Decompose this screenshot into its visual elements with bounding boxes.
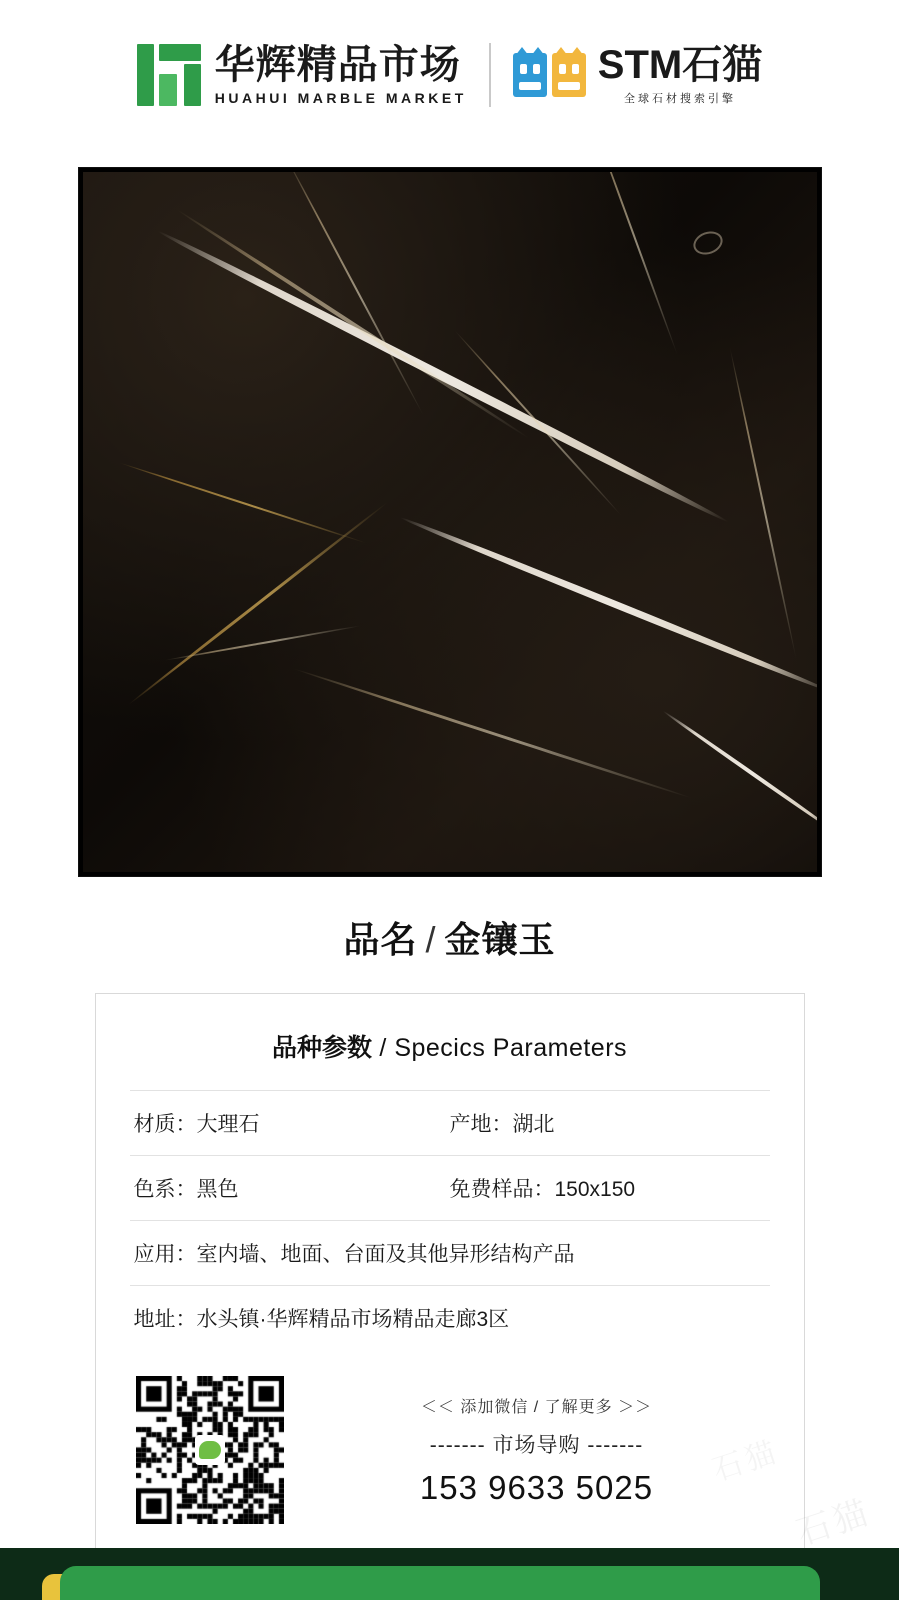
table-row bbox=[130, 1220, 770, 1285]
stm-logo bbox=[513, 42, 763, 106]
spec-heading-en: Specics Parameters bbox=[394, 1034, 628, 1062]
spec-address bbox=[134, 1303, 766, 1333]
spec-application bbox=[134, 1238, 766, 1268]
cat-mascot-icon bbox=[513, 53, 586, 97]
stm-brand-tagline: 全球石材搜索引擎 bbox=[624, 92, 736, 105]
spec-application-value: 室内墙、地面、台面及其他异形结构产品 bbox=[196, 1243, 575, 1266]
table-row bbox=[130, 1155, 770, 1220]
spec-material-label: 材质： bbox=[133, 1113, 197, 1136]
spec-heading-sep: / bbox=[371, 1034, 395, 1062]
logo-divider bbox=[489, 43, 491, 107]
page-title bbox=[0, 912, 899, 963]
spec-card-heading bbox=[130, 1028, 770, 1064]
spec-color bbox=[134, 1173, 450, 1203]
wechat-icon bbox=[195, 1435, 225, 1465]
wechat-qr-code[interactable] bbox=[136, 1376, 284, 1524]
spec-sample bbox=[450, 1173, 766, 1203]
contact-text bbox=[310, 1394, 764, 1507]
product-title-separator: / bbox=[425, 919, 437, 960]
contact-block bbox=[130, 1350, 770, 1530]
product-image bbox=[83, 172, 817, 872]
product-title-name: 金镶玉 bbox=[444, 919, 556, 960]
spec-color-label: 色系： bbox=[133, 1178, 197, 1201]
poster-header bbox=[0, 0, 899, 150]
stm-brand-name: STM石猫 bbox=[597, 42, 763, 87]
spec-sample-value: 150x150 bbox=[554, 1178, 636, 1201]
spec-sample-label: 免费样品： bbox=[449, 1178, 555, 1201]
footer-bar bbox=[0, 1548, 899, 1600]
footer-accent-green bbox=[60, 1566, 820, 1600]
watermark-text: 石猫 bbox=[792, 1493, 877, 1553]
spec-heading-cn: 品种参数 bbox=[271, 1034, 372, 1062]
huahui-brand-cn: 华辉精品市场 bbox=[214, 43, 461, 87]
huahui-logo-icon bbox=[137, 44, 201, 106]
table-row bbox=[130, 1285, 770, 1350]
spec-address-label: 地址： bbox=[133, 1308, 197, 1331]
spec-address-value: 水头镇·华辉精品市场精品走廊3区 bbox=[196, 1308, 510, 1331]
spec-color-value: 黑色 bbox=[196, 1178, 239, 1201]
huahui-brand-en: HUAHUI MARBLE MARKET bbox=[214, 90, 467, 106]
spec-material-value: 大理石 bbox=[196, 1113, 260, 1136]
spec-origin-value: 湖北 bbox=[512, 1113, 555, 1136]
huahui-logo bbox=[137, 44, 467, 106]
spec-application-label: 应用： bbox=[133, 1243, 197, 1266]
contact-phone[interactable]: 153 9633 5025 bbox=[419, 1468, 654, 1506]
contact-role: ------- 市场导购 ------- bbox=[429, 1433, 644, 1457]
spec-origin bbox=[450, 1108, 766, 1138]
product-title-label: 品名 bbox=[343, 919, 418, 960]
spec-material bbox=[134, 1108, 450, 1138]
product-image-frame bbox=[79, 168, 821, 876]
spec-origin-label: 产地： bbox=[449, 1113, 513, 1136]
spec-card bbox=[95, 993, 805, 1561]
contact-cta: ＜＜ 添加微信 / 了解更多 ＞＞ bbox=[420, 1398, 653, 1416]
table-row bbox=[130, 1090, 770, 1155]
